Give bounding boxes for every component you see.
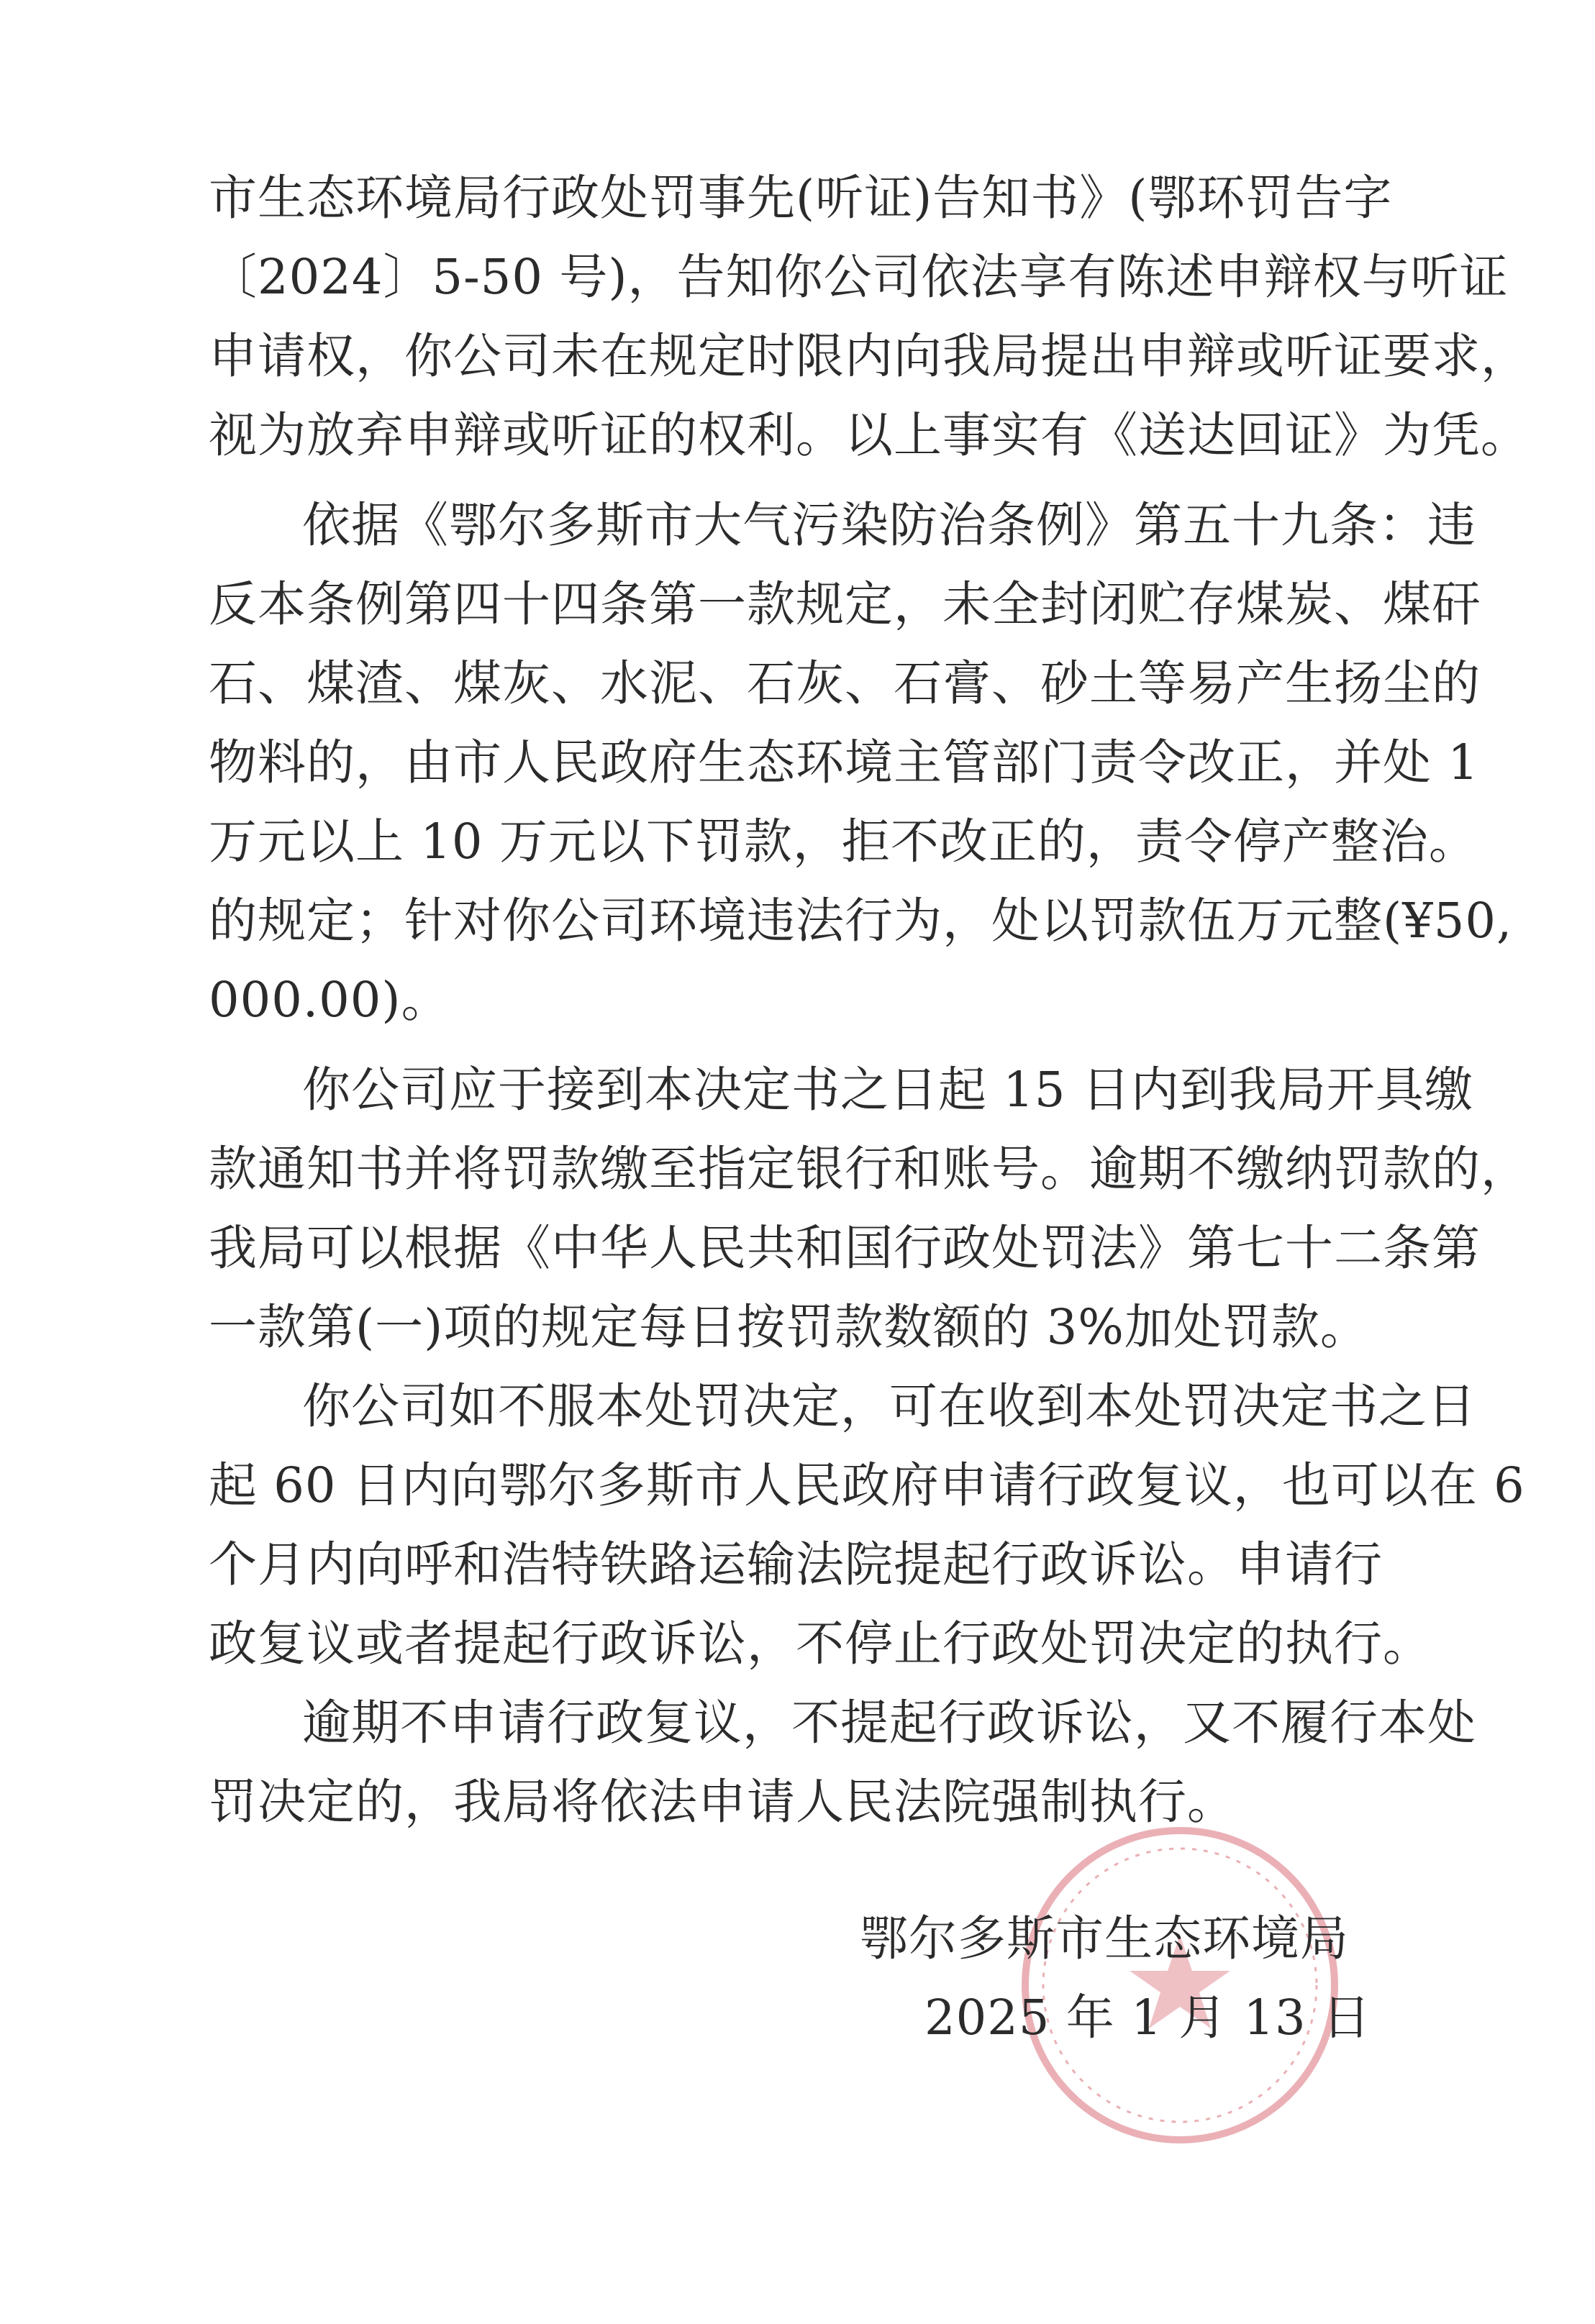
signature-date: 2025 年 1 月 13 日 (924, 1990, 1371, 2046)
paragraph-4-line-3: 个月内向呼和浩特铁路运输法院提起行政诉讼。申请行 (209, 1536, 1383, 1592)
paragraph-2-line-1: 依据《鄂尔多斯市大气污染防治条例》第五十九条：违 (302, 497, 1476, 553)
paragraph-1-line-1: 市生态环境局行政处罚事先(听证)告知书》(鄂环罚告字 (209, 170, 1393, 226)
paragraph-4-line-2: 起 60 日内向鄂尔多斯市人民政府申请行政复议，也可以在 6 (209, 1457, 1525, 1513)
paragraph-3-line-4: 一款第(一)项的规定每日按罚款数额的 3%加处罚款。 (209, 1299, 1369, 1355)
official-seal-stamp (1014, 1820, 1345, 2151)
paragraph-2-line-7: 000.00)。 (209, 972, 450, 1028)
paragraph-4-line-1: 你公司如不服本处罚决定，可在收到本处罚决定书之日 (302, 1378, 1476, 1434)
paragraph-1-line-3: 申请权，你公司未在规定时限内向我局提出申辩或听证要求， (209, 328, 1530, 384)
paragraph-3-line-2: 款通知书并将罚款缴至指定银行和账号。逾期不缴纳罚款的， (209, 1141, 1530, 1197)
paragraph-2-line-2: 反本条例第四十四条第一款规定，未全封闭贮存煤炭、煤矸 (209, 576, 1481, 632)
paragraph-2-line-4: 物料的，由市人民政府生态环境主管部门责令改正，并处 1 (209, 734, 1479, 790)
paragraph-2-line-6: 的规定；针对你公司环境违法行为，处以罚款伍万元整(¥50, (209, 893, 1513, 949)
paragraph-4-line-4: 政复议或者提起行政诉讼，不停止行政处罚决定的执行。 (209, 1616, 1432, 1672)
paragraph-5-line-2: 罚决定的，我局将依法申请人民法院强制执行。 (209, 1774, 1236, 1830)
signature-organization: 鄂尔多斯市生态环境局 (860, 1910, 1349, 1967)
paragraph-2-line-5: 万元以上 10 万元以下罚款，拒不改正的，责令停产整治。 (209, 814, 1478, 870)
paragraph-3-line-1: 你公司应于接到本决定书之日起 15 日内到我局开具缴 (302, 1062, 1473, 1118)
paragraph-2-line-3: 石、煤渣、煤灰、水泥、石灰、石膏、砂土等易产生扬尘的 (209, 655, 1481, 711)
paragraph-1-line-2: 〔2024〕5-50 号)，告知你公司依法享有陈述申辩权与听证 (209, 249, 1509, 305)
paragraph-5-line-1: 逾期不申请行政复议，不提起行政诉讼，又不履行本处 (302, 1695, 1476, 1751)
paragraph-1-line-4: 视为放弃申辩或听证的权利。以上事实有《送达回证》为凭。 (209, 407, 1530, 463)
paragraph-3-line-3: 我局可以根据《中华人民共和国行政处罚法》第七十二条第 (209, 1220, 1481, 1276)
